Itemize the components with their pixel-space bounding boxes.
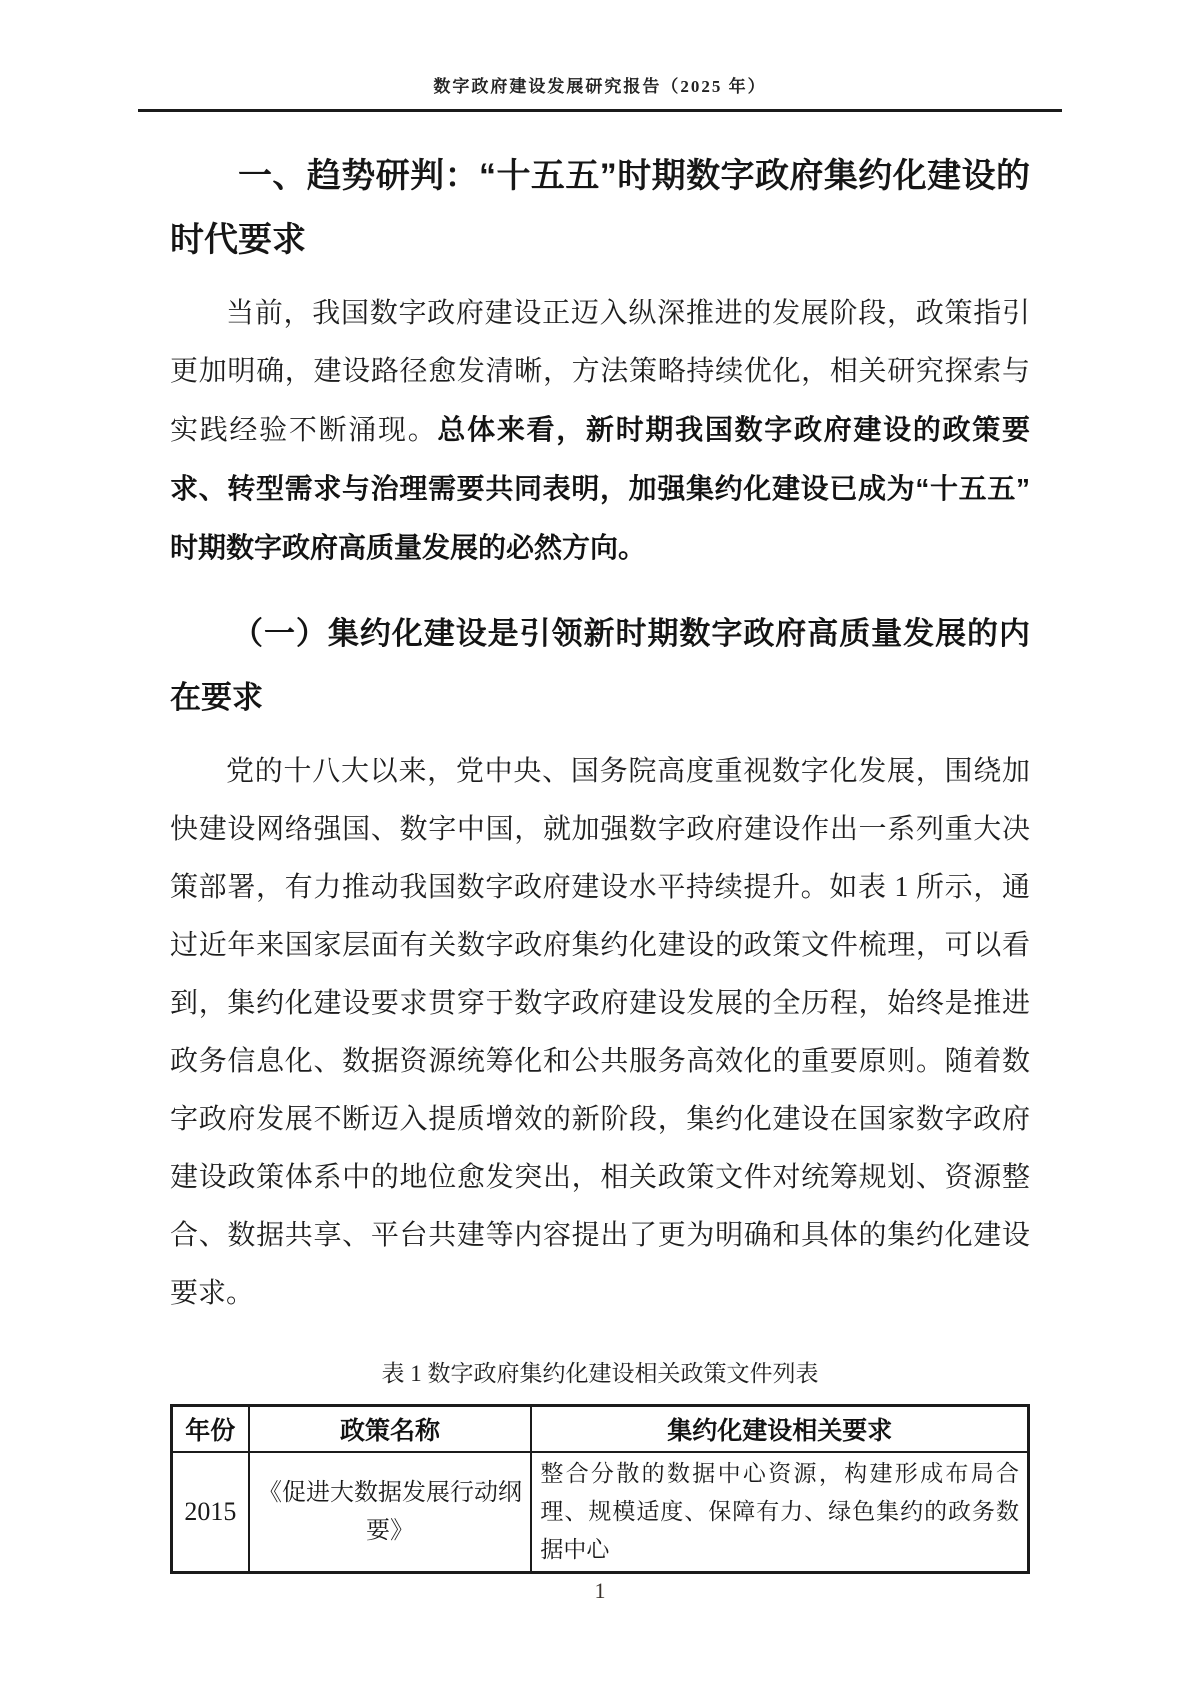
policy-table	[170, 1404, 1030, 1574]
subsection-heading: （一）集约化建设是引领新时期数字政府高质量发展的内在要求	[170, 616, 1030, 715]
paragraph-2: 党的十八大以来，党中央、国务院高度重视数字化发展，围绕加快建设网络强国、数字中国，就加强数字政府建设作出一系列重大决策部署，有力推动我国数字政府建设水平持续提升。如表 1 所示，通过近年来国家层面有关数字政府集约化建设的政策文件梳理，可以看到，集约化建设要求贯穿于数字政府建设发展的全历程，始终是推进政务信息化、数据资源统筹化和公共服务高效化的重要原则。随着数字政府发展不断迈入提质增效的新阶段，集约化建设在国家数字政府建设政策体系中的地位愈发突出，相关政策文件对统筹规划、资源整合、数据共享、平台共建等内容提出了更为明确和具体的集约化建设要求。	[170, 756, 1030, 1309]
table-row	[172, 1452, 1029, 1573]
table-cell-policy: 《促进大数据发展行动纲要》	[249, 1452, 532, 1573]
table-cell-year: 2015	[172, 1452, 249, 1573]
page-content	[170, 144, 1030, 1574]
table-caption: 表 1 数字政府集约化建设相关政策文件列表	[381, 1361, 819, 1386]
paragraph-1	[170, 285, 1030, 578]
page-number: 1	[594, 1578, 606, 1603]
table-header-requirement: 集约化建设相关要求	[531, 1406, 1028, 1453]
table-header-policy: 政策名称	[249, 1406, 532, 1453]
section-heading: 一、趋势研判：“十五五”时期数字政府集约化建设的时代要求	[170, 157, 1030, 259]
paragraph-1-normal-text: 当前，我国数字政府建设正迈入纵深推进的发展阶段，政策指引更加明确，建设路径愈发清晰，方法策略持续优化，相关研究探索与实践经验不断涌现。	[170, 298, 1030, 446]
running-header	[138, 0, 1062, 112]
table-cell-requirement: 整合分散的数据中心资源，构建形成布局合理、规模适度、保障有力、绿色集约的政务数据中心	[531, 1452, 1028, 1573]
running-header-title: 数字政府建设发展研究报告（2025 年）	[433, 77, 767, 96]
table-header-year: 年份	[172, 1406, 249, 1453]
table-header-row	[172, 1406, 1029, 1453]
paragraph-1-bold-text: 总体来看，新时期我国数字政府建设的政策要求、转型需求与治理需要共同表明，加强集约化建设已成为“十五五”时期数字政府高质量发展的必然方向。	[170, 414, 1030, 563]
